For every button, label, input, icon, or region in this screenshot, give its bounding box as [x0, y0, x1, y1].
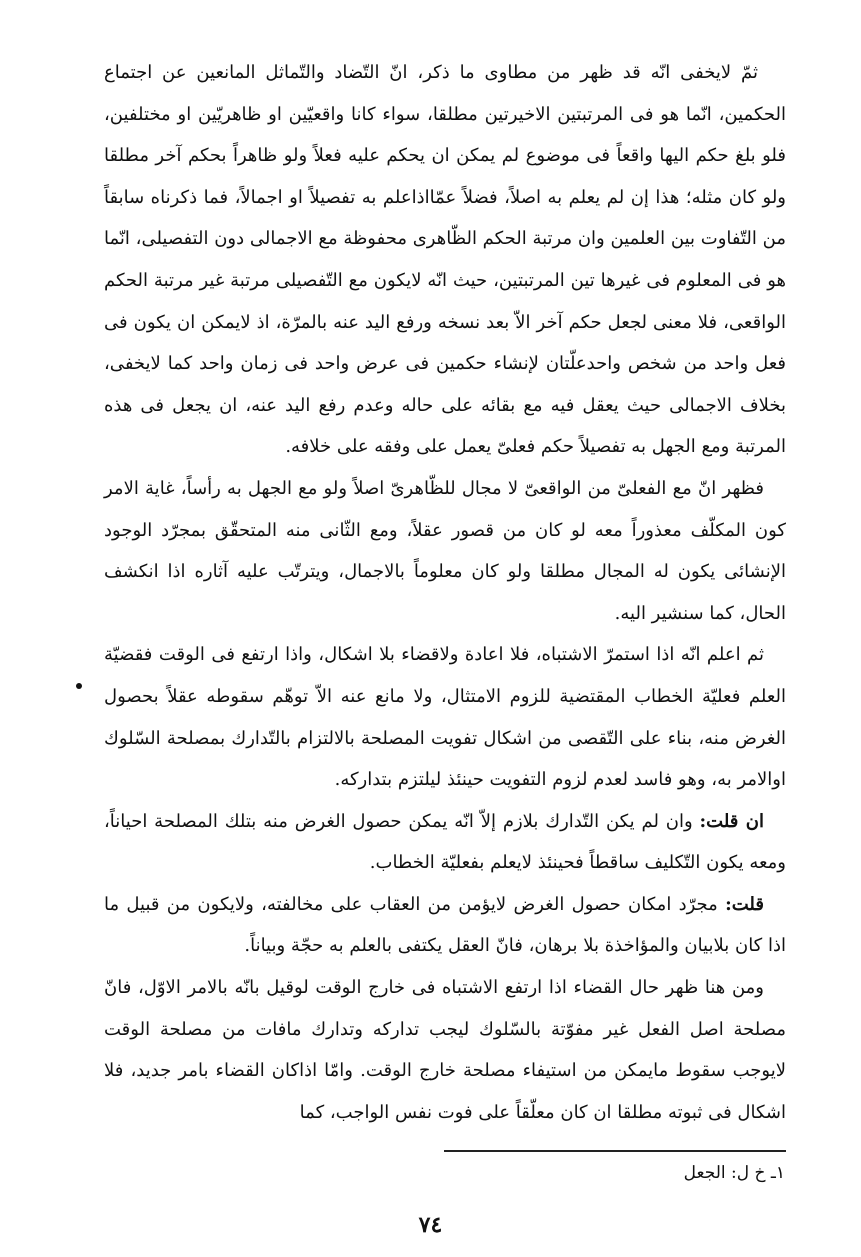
- paragraph-5: [104, 884, 786, 967]
- paragraph-4: [104, 801, 786, 884]
- paragraph-5-lead: قلت:: [725, 893, 764, 915]
- paragraph-3-text: ثم اعلم انّه اذا استمرّ الاشتباه، فلا اعادة ولاقضاء بلا اشكال، واذا ارتفع فى الوقت فقضيّة العلم فعليّة الخطاب المقتضية للزوم الامتثال، ولا مانع عنه الاّ توهّم سقوطه عقلاً بحصول الغرض منه، بناء على التّقصى من اشكال تفويت المصلحة بالالتزام بالتّدارك بمصلحة السّلوك اوالامر به، وهو فاسد لعدم لزوم التفويت حينئذ ليلتزم بتداركه.: [104, 644, 786, 791]
- page-number: ٧٤: [418, 1212, 443, 1238]
- paragraph-5-text: مجرّد امكان حصول الغرض لايؤمن من العقاب على مخالفته، ولايكون من قبيل ما اذا كان بلابيان والمؤاخذة بلا برهان، فانّ العقل يكتفى بالعلم به حجّة وبياناً.: [104, 893, 786, 957]
- margin-dot-mark: [76, 683, 82, 689]
- main-text-block: [104, 52, 786, 1133]
- footnote-divider: [444, 1150, 786, 1152]
- paragraph-1: [104, 52, 786, 468]
- paragraph-2-text: فظهر انّ مع الفعلىّ من الواقعىّ لا مجال للظّاهرىّ اصلاً ولو مع الجهل به رأساً، غاية الامر كون المكلّف معذوراً معه لو كان من قصور عقلاً، ومع الثّانى منه المتحقّق بمجرّد الوجود الإنشائى يكون له المجال مطلقا ولو كان معلوماً بالاجمال، ويترتّب عليه آثاره اذا انكشف الحال، كما سنشير اليه.: [104, 477, 786, 624]
- paragraph-3: [104, 634, 786, 800]
- paragraph-4-text: وان لم يكن التّدارك بلازم إلاّ انّه يمكن حصول الغرض منه بتلك المصلحة احياناً، ومعه يكون التّكليف ساقطاً فحينئذ لايعلم بفعليّة الخطاب.: [104, 810, 786, 874]
- paragraph-6: [104, 967, 786, 1133]
- paragraph-4-lead: ان قلت:: [699, 810, 764, 832]
- paragraph-6-text: ومن هنا ظهر حال القضاء اذا ارتفع الاشتباه فى خارج الوقت لوقيل بانّه بالامر الاوّل، فانّ مصلحة اصل الفعل غير مفوّتة بالسّلوك ليجب تداركه وتدارك مافات من مصلحة الوقت لايوجب سقوط مايمكن من استيفاء مصلحة خارج الوقت. وامّا اذاكان القضاء بامر جديد، فلا اشكال فى ثبوته مطلقا ان كان معلّقاً على فوت نفس الواجب، كما: [104, 977, 786, 1123]
- paragraph-1-text: ثمّ لايخفى انّه قد ظهر من مطاوى ما ذكر، انّ التّضاد والتّماثل المانعين عن اجتماع الحكمين، انّما هو فى المرتبتين الاخيرتين مطلقا، سواء كانا واقعيّين او ظاهريّين او مختلفين، فلو بلغ حكم اليها واقعاً فى موضوع لم يمكن ان يحكم عليه فعلاً ولو ظاهراً بحكم آخر مطلقا ولو كان مثله؛ هذا إن لم يعلم به اصلاً، فضلاً عمّااذاعلم به تفصيلاً او اجمالاً، فما ذكرناه سابقاً من التّفاوت بين العلمين وان مرتبة الحكم الظّاهرى محفوظة مع الاجمالى دون التفصيلى، انّما هو فى المعلوم فى غيرها تين المرتبتين، حيث انّه لايكون مع التّفصيلى مرتبة غير مرتبة الحكم الواقعى، فلا معنى لجعل حكم آخر الاّ بعد نسخه ورفع اليد عنه بالمرّة، اذ لايمكن ان يكون فى فعل واحد من شخص واحدعلّتان لإنشاء حكمين فى عرض واحد فى زمان واحد كما لايخفى، بخلاف الاجمالى حيث يعقل فيه مع بقائه على حاله وعدم رفع اليد عنه، ان يجعل فى هذه المرتبة ومع الجهل به تفصيلاً حكم فعلىّ يعمل على وفقه على خلافه.: [104, 62, 786, 458]
- footnote: ١ـ خ ل: الجعل: [683, 1163, 785, 1183]
- paragraph-2: [104, 468, 786, 634]
